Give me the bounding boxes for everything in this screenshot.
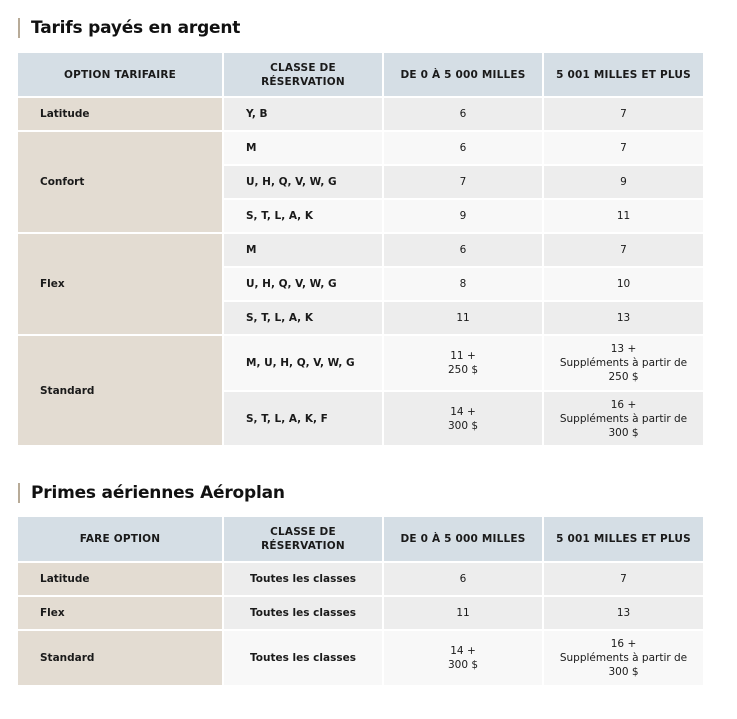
fare-option-cell: Standard — [18, 631, 222, 685]
section-title-cash-fares — [18, 17, 240, 39]
column-header-booking-class: CLASSE DE RÉSERVATION — [224, 53, 382, 96]
booking-class-cell: Toutes les classes — [224, 563, 382, 595]
fare-option-cell: Confort — [18, 132, 222, 232]
cash-fares-table — [16, 51, 705, 447]
table-header-row — [18, 517, 703, 561]
aeroplan-rewards-table — [16, 515, 705, 687]
miles-short-cell: 9 — [384, 200, 542, 232]
column-header-5001-plus-miles: 5 001 MILLES ET PLUS — [544, 517, 703, 561]
column-header-0-5000-miles: DE 0 À 5 000 MILLES — [384, 53, 542, 96]
miles-short-cell: 8 — [384, 268, 542, 300]
miles-short-cell: 6 — [384, 98, 542, 130]
booking-class-cell: S, T, L, A, K — [224, 302, 382, 334]
table-row — [18, 132, 703, 164]
table-row — [18, 234, 703, 266]
section-title-aeroplan-rewards — [18, 482, 285, 504]
section-heading: Tarifs payés en argent — [31, 18, 241, 38]
table-row — [18, 563, 703, 595]
miles-long-cell: 16 + Suppléments à partir de 300 $ — [544, 631, 703, 685]
miles-short-cell: 14 + 300 $ — [384, 631, 542, 685]
booking-class-cell: M, U, H, Q, V, W, G — [224, 336, 382, 390]
booking-class-cell: Toutes les classes — [224, 597, 382, 629]
miles-short-cell: 11 + 250 $ — [384, 336, 542, 390]
booking-class-cell: U, H, Q, V, W, G — [224, 166, 382, 198]
booking-class-cell: M — [224, 132, 382, 164]
title-accent-bar — [18, 483, 20, 503]
column-header-booking-class: CLASSE DE RÉSERVATION — [224, 517, 382, 561]
miles-long-cell: 10 — [544, 268, 703, 300]
column-header-5001-plus-miles: 5 001 MILLES ET PLUS — [544, 53, 703, 96]
miles-short-cell: 11 — [384, 302, 542, 334]
booking-class-cell: S, T, L, A, K, F — [224, 392, 382, 445]
miles-long-cell: 7 — [544, 98, 703, 130]
column-header-fare-option: FARE OPTION — [18, 517, 222, 561]
table-row — [18, 597, 703, 629]
miles-short-cell: 6 — [384, 132, 542, 164]
miles-short-cell: 6 — [384, 234, 542, 266]
fare-option-cell: Standard — [18, 336, 222, 445]
fare-option-cell: Latitude — [18, 563, 222, 595]
fare-option-cell: Flex — [18, 597, 222, 629]
miles-long-cell: 13 — [544, 597, 703, 629]
miles-long-cell: 13 + Suppléments à partir de 250 $ — [544, 336, 703, 390]
column-header-fare-option: OPTION TARIFAIRE — [18, 53, 222, 96]
booking-class-cell: S, T, L, A, K — [224, 200, 382, 232]
section-heading: Primes aériennes Aéroplan — [31, 483, 285, 503]
fare-option-cell: Latitude — [18, 98, 222, 130]
miles-long-cell: 13 — [544, 302, 703, 334]
miles-short-cell: 6 — [384, 563, 542, 595]
miles-long-cell: 7 — [544, 132, 703, 164]
table-row — [18, 336, 703, 390]
miles-long-cell: 11 — [544, 200, 703, 232]
miles-long-cell: 7 — [544, 234, 703, 266]
table-row — [18, 98, 703, 130]
column-header-0-5000-miles: DE 0 À 5 000 MILLES — [384, 517, 542, 561]
booking-class-cell: Y, B — [224, 98, 382, 130]
booking-class-cell: M — [224, 234, 382, 266]
miles-short-cell: 14 + 300 $ — [384, 392, 542, 445]
title-accent-bar — [18, 18, 20, 38]
miles-short-cell: 11 — [384, 597, 542, 629]
fare-option-cell: Flex — [18, 234, 222, 334]
booking-class-cell: Toutes les classes — [224, 631, 382, 685]
miles-long-cell: 16 + Suppléments à partir de 300 $ — [544, 392, 703, 445]
table-row — [18, 631, 703, 685]
booking-class-cell: U, H, Q, V, W, G — [224, 268, 382, 300]
miles-long-cell: 7 — [544, 563, 703, 595]
miles-long-cell: 9 — [544, 166, 703, 198]
table-header-row — [18, 53, 703, 96]
miles-short-cell: 7 — [384, 166, 542, 198]
